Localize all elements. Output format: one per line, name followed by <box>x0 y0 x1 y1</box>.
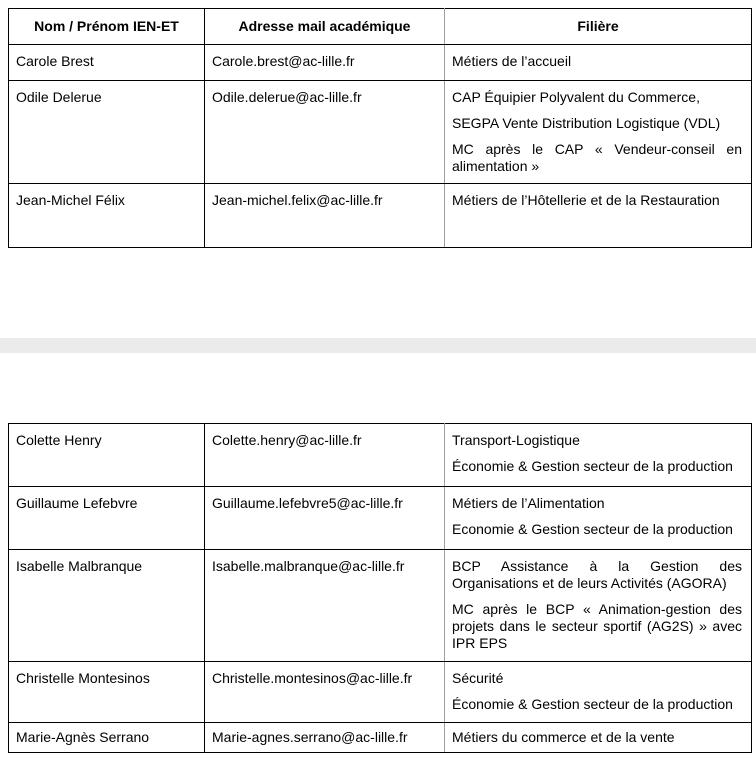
filiere-cell <box>445 662 752 723</box>
page-break-separator <box>0 338 756 353</box>
email-cell: Marie-agnes.serrano@ac-lille.fr <box>205 723 445 753</box>
filiere-paragraph: MC après le CAP « Vendeur-conseil en alimentation » <box>452 141 742 174</box>
filiere-paragraph: Métiers de l’accueil <box>452 53 572 69</box>
table-row <box>9 662 752 723</box>
table-row <box>9 424 752 487</box>
table-row <box>9 723 752 753</box>
name-cell: Marie-Agnès Serrano <box>9 723 205 753</box>
table-row <box>9 550 752 662</box>
filiere-cell <box>445 723 752 753</box>
table-row <box>9 45 752 81</box>
name-cell: Carole Brest <box>9 45 205 81</box>
filiere-cell <box>445 81 752 184</box>
filiere-cell <box>445 550 752 662</box>
column-header-filiere: Filière <box>445 9 752 45</box>
table-row <box>9 81 752 184</box>
email-cell: Carole.brest@ac-lille.fr <box>205 45 445 81</box>
name-cell: Isabelle Malbranque <box>9 550 205 662</box>
column-header-nom-prenom: Nom / Prénom IEN-ET <box>9 9 205 45</box>
email-cell: Isabelle.malbranque@ac-lille.fr <box>205 550 445 662</box>
filiere-paragraph: BCP Assistance à la Gestion des Organisations et de leurs Activités (AGORA) <box>452 558 742 591</box>
filiere-paragraph: Transport-Logistique <box>452 432 580 448</box>
filiere-cell <box>445 424 752 487</box>
name-cell: Christelle Montesinos <box>9 662 205 723</box>
filiere-paragraph: Economie & Gestion secteur de la production <box>452 521 733 537</box>
ien-contacts-table-page2 <box>8 423 752 753</box>
filiere-cell <box>445 45 752 81</box>
filiere-cell <box>445 184 752 248</box>
name-cell: Colette Henry <box>9 424 205 487</box>
filiere-cell <box>445 487 752 550</box>
table-header-row <box>9 9 752 45</box>
filiere-paragraph: Métiers du commerce et de la vente <box>452 729 675 745</box>
email-cell: Odile.delerue@ac-lille.fr <box>205 81 445 184</box>
email-cell: Jean-michel.felix@ac-lille.fr <box>205 184 445 248</box>
table-row <box>9 184 752 248</box>
email-cell: Christelle.montesinos@ac-lille.fr <box>205 662 445 723</box>
name-cell: Odile Delerue <box>9 81 205 184</box>
filiere-paragraph: CAP Équipier Polyvalent du Commerce, <box>452 89 700 105</box>
filiere-paragraph: Économie & Gestion secteur de la production <box>452 696 733 712</box>
filiere-paragraph: MC après le BCP « Animation-gestion des projets dans le secteur sportif (AG2S) » avec IPR EPS <box>452 601 742 651</box>
column-header-adresse-mail: Adresse mail académique <box>205 9 445 45</box>
filiere-paragraph: Métiers de l’Alimentation <box>452 495 605 511</box>
name-cell: Jean-Michel Félix <box>9 184 205 248</box>
filiere-paragraph: Économie & Gestion secteur de la production <box>452 458 733 474</box>
filiere-paragraph: Sécurité <box>452 670 504 686</box>
ien-contacts-table-page1 <box>8 8 752 248</box>
filiere-paragraph: SEGPA Vente Distribution Logistique (VDL) <box>452 115 721 131</box>
email-cell: Guillaume.lefebvre5@ac-lille.fr <box>205 487 445 550</box>
filiere-paragraph: Métiers de l’Hôtellerie et de la Restauration <box>452 192 720 208</box>
email-cell: Colette.henry@ac-lille.fr <box>205 424 445 487</box>
name-cell: Guillaume Lefebvre <box>9 487 205 550</box>
table-row <box>9 487 752 550</box>
